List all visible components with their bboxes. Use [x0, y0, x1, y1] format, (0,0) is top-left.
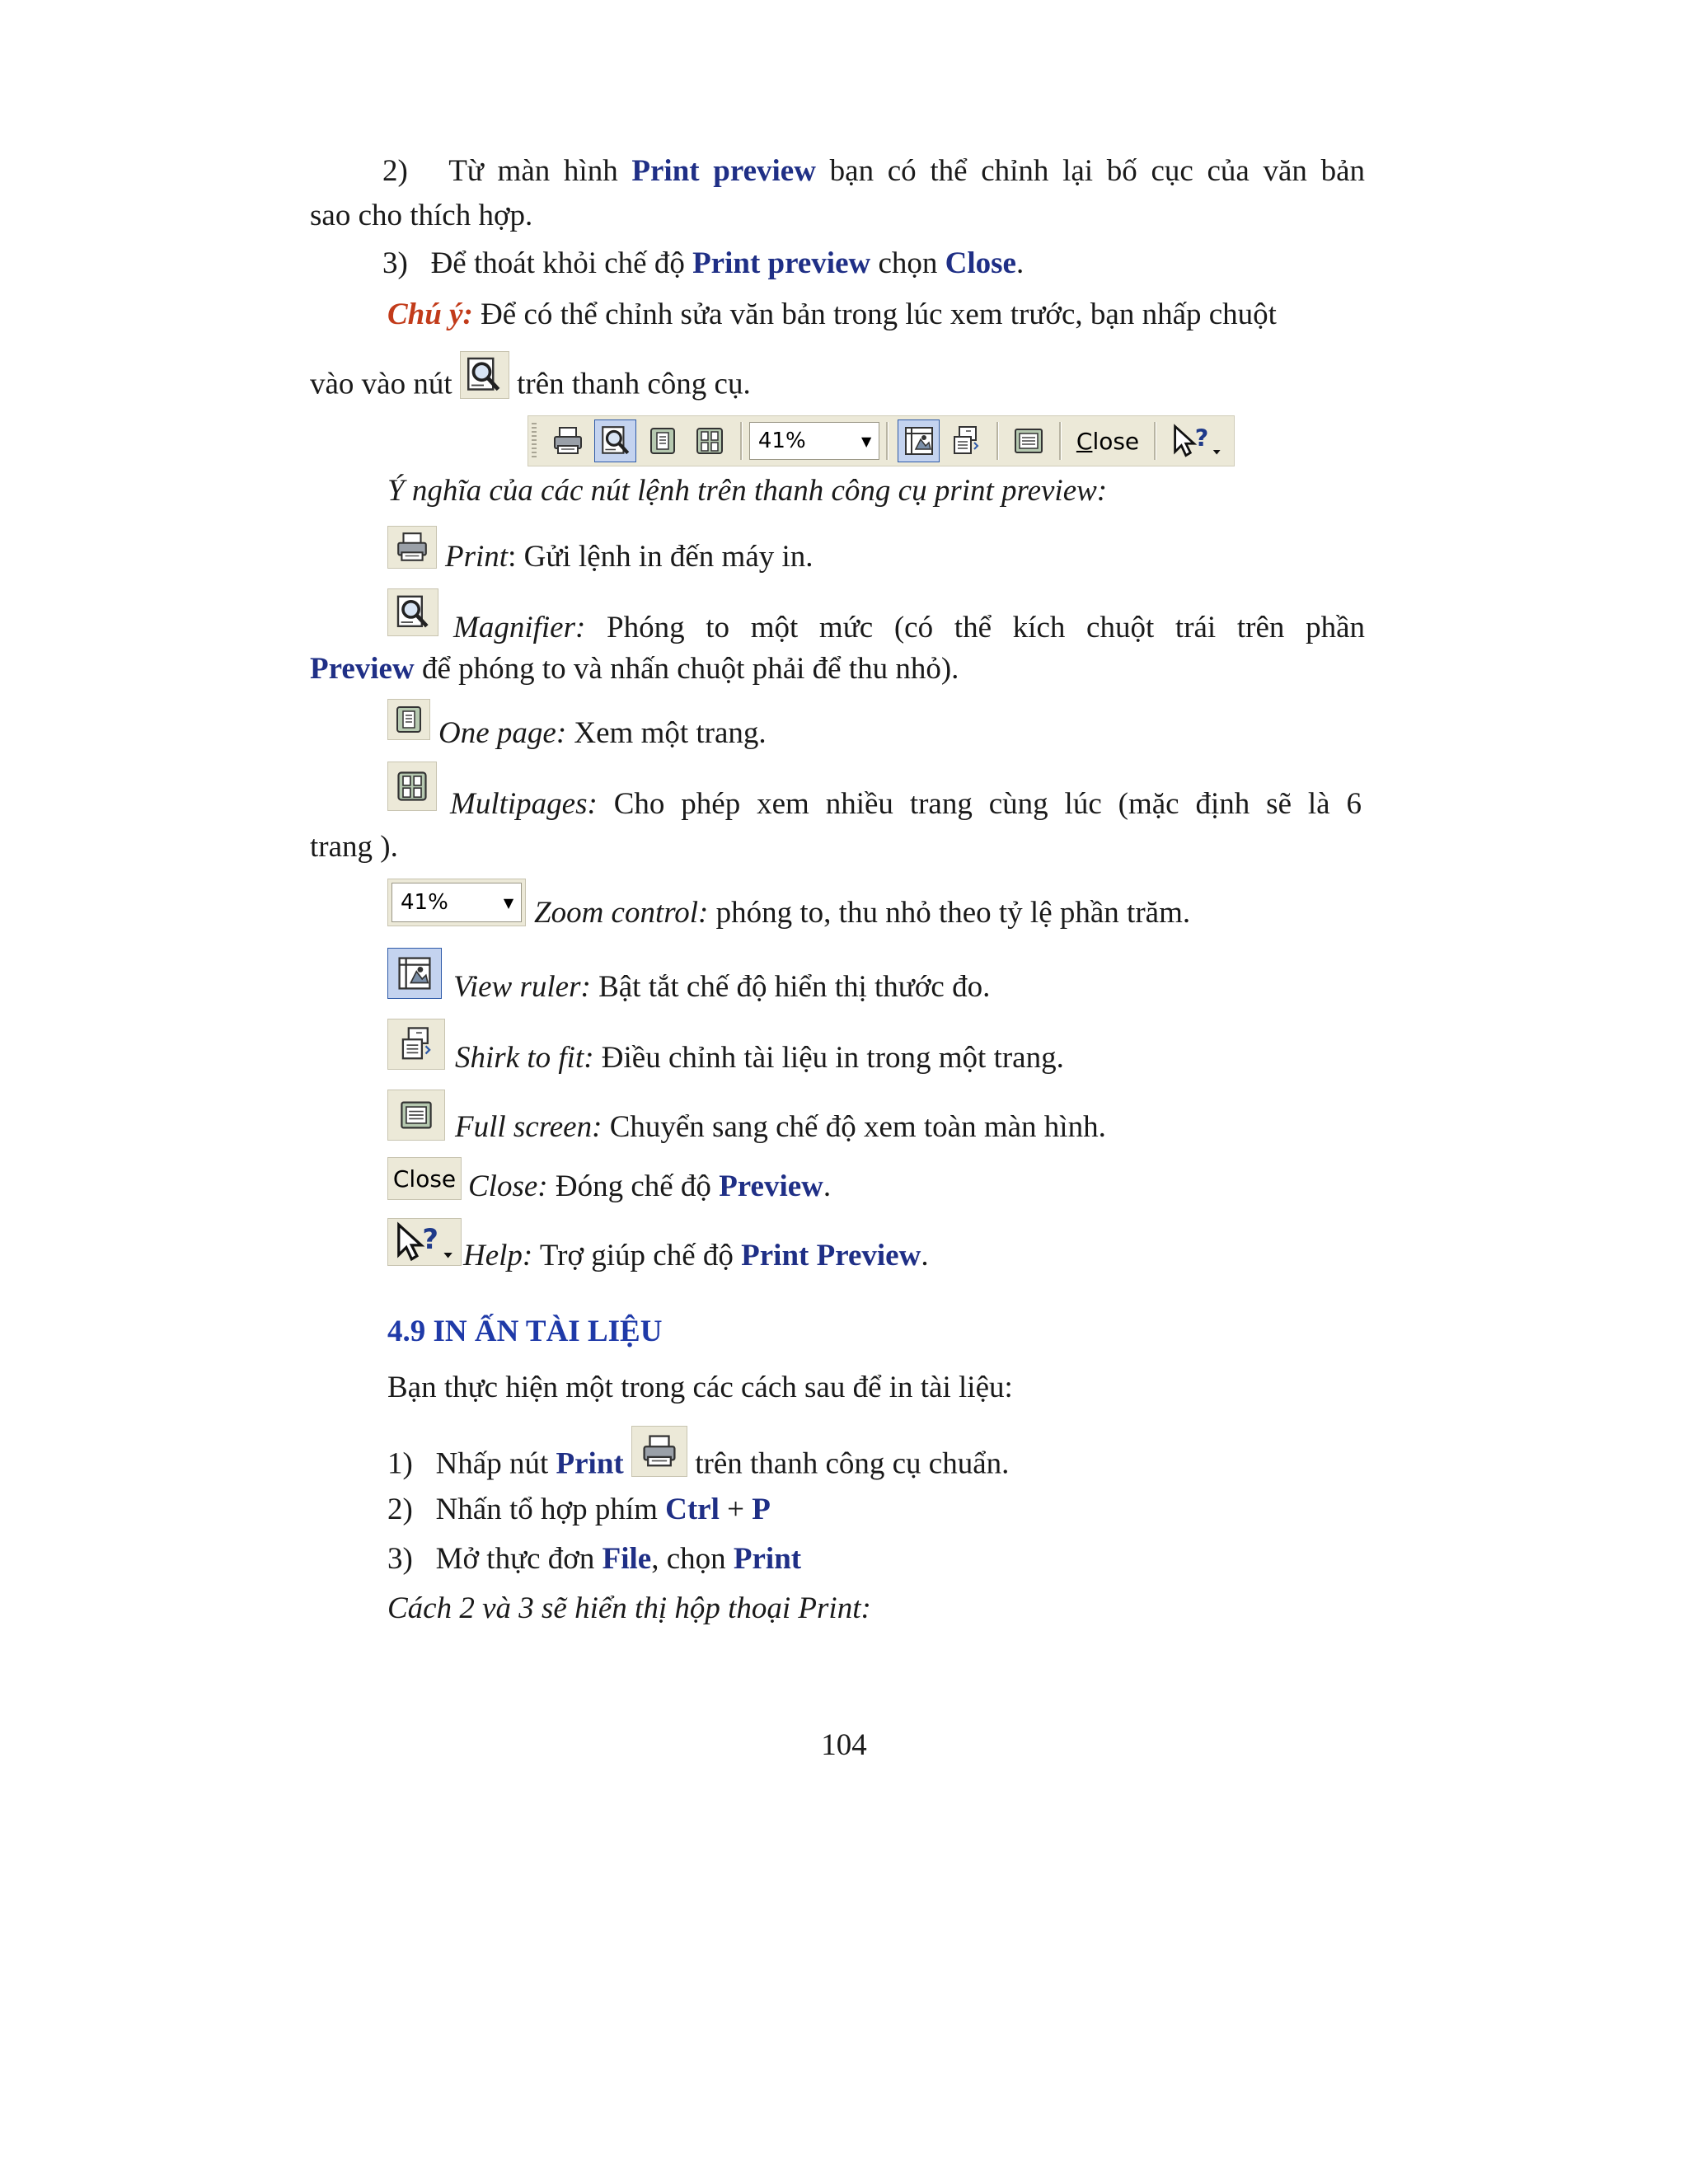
toolbar-shrink-to-fit-button[interactable] [945, 419, 987, 462]
item-shrink-to-fit: Shirk to fit: Điều chỉnh tài liệu in trong một trang. [455, 1041, 1064, 1075]
toolbar-separator [1154, 422, 1156, 460]
full-screen-icon [1012, 424, 1045, 457]
print-icon [387, 526, 437, 569]
multipages-icon [693, 424, 726, 457]
bold-print-preview: Print preview [631, 154, 816, 188]
zoom-control-image [387, 879, 526, 926]
page-number: 104 [821, 1728, 867, 1762]
toolbar-separator [996, 422, 999, 460]
item-print: Print: Gửi lệnh in đến máy in. [445, 540, 814, 574]
chevron-down-icon[interactable]: ▼ [861, 433, 872, 449]
paragraph-line-2: sao cho thích hợp. [310, 199, 533, 232]
zoom-control[interactable]: 41% ▼ [392, 883, 522, 922]
item-help: Help: Trợ giúp chế độ Print Preview. [463, 1239, 929, 1272]
step-1: 1) Nhấp nút Print trên thanh công cụ chuẩn. [387, 1441, 1009, 1492]
paragraph-exit-preview: 3) Để thoát khỏi chế độ Print preview chọn Close. [382, 246, 1025, 280]
toolbar-magnifier-button[interactable] [594, 419, 636, 462]
one-page-icon [646, 424, 679, 457]
item-magnifier: Magnifier: Phóng to một mức (có thể kích chuột trái trên phần [453, 611, 1366, 644]
print-preview-toolbar [528, 415, 1235, 466]
help-icon [387, 1218, 462, 1266]
note-label: Chú ý: [387, 298, 473, 331]
step-3: 3) Mở thực đơn File, chọn Print [387, 1542, 802, 1576]
item-multipages: Multipages: Cho phép xem nhiều trang cùng lúc (mặc định sẽ là 6 [450, 787, 1362, 821]
print-icon [631, 1426, 687, 1477]
footer-note: Cách 2 và 3 sẽ hiển thị hộp thoại Print: [387, 1591, 871, 1625]
one-page-icon [387, 699, 430, 740]
item-zoom-control: Zoom control: phóng to, thu nhỏ theo tỷ lệ phần trăm. [534, 896, 1191, 930]
multipages-icon [387, 762, 437, 811]
toolbar-separator [886, 422, 889, 460]
close-icon: Close [387, 1157, 462, 1200]
toolbar-separator [740, 422, 743, 460]
chevron-down-icon[interactable]: ▼ [503, 894, 514, 911]
item-close: Close: Đóng chế độ Preview. [468, 1169, 832, 1203]
toolbar-print-button[interactable] [547, 419, 589, 462]
note-line-2: vào vào nút trên thanh công cụ. [310, 363, 751, 410]
view-ruler-icon [903, 424, 935, 457]
item-magnifier-line-2: Preview để phóng to và nhấn chuột phải để thu nhỏ). [310, 652, 959, 686]
meaning-title: Ý nghĩa của các nút lệnh trên thanh công cụ print preview: [387, 474, 1108, 508]
view-ruler-icon [387, 948, 442, 999]
toolbar-help-button[interactable] [1165, 419, 1228, 462]
step-2: 2) Nhấn tổ hợp phím Ctrl + P [387, 1493, 771, 1526]
shrink-to-fit-icon [387, 1019, 445, 1070]
note-line: Chú ý: Để có thể chỉnh sửa văn bản trong lúc xem trước, bạn nhấp chuột [387, 298, 1277, 331]
toolbar-full-screen-button[interactable] [1008, 419, 1050, 462]
toolbar-multipages-button[interactable] [689, 419, 731, 462]
magnifier-icon [598, 424, 633, 458]
toolbar-one-page-button[interactable] [641, 419, 683, 462]
full-screen-icon [387, 1090, 445, 1141]
toolbar-view-ruler-button[interactable] [898, 419, 940, 462]
section-intro: Bạn thực hiện một trong các cách sau để in tài liệu: [387, 1371, 1013, 1404]
item-view-ruler: View ruler: Bật tắt chế độ hiển thị thước đo. [453, 970, 991, 1004]
item-multipages-line-2: trang ). [310, 830, 398, 864]
paragraph-print-preview-layout: 2) Từ màn hình Print preview bạn có thể chỉnh lại bố cục của văn bản [382, 154, 1366, 188]
magnifier-icon [460, 351, 509, 399]
section-heading: 4.9 IN ẤN TÀI LIỆU [387, 1315, 663, 1348]
toolbar-close-button[interactable]: Close [1076, 427, 1140, 455]
toolbar-separator [1059, 422, 1062, 460]
print-icon [551, 424, 584, 457]
toolbar-zoom-control[interactable]: 41% ▼ [749, 422, 879, 460]
magnifier-icon [387, 588, 438, 636]
item-one-page: One page: Xem một trang. [438, 716, 767, 750]
item-full-screen: Full screen: Chuyển sang chế độ xem toàn màn hình. [455, 1110, 1106, 1144]
shrink-to-fit-icon [950, 424, 982, 457]
help-icon [1170, 423, 1224, 459]
toolbar-grip[interactable] [532, 423, 537, 459]
